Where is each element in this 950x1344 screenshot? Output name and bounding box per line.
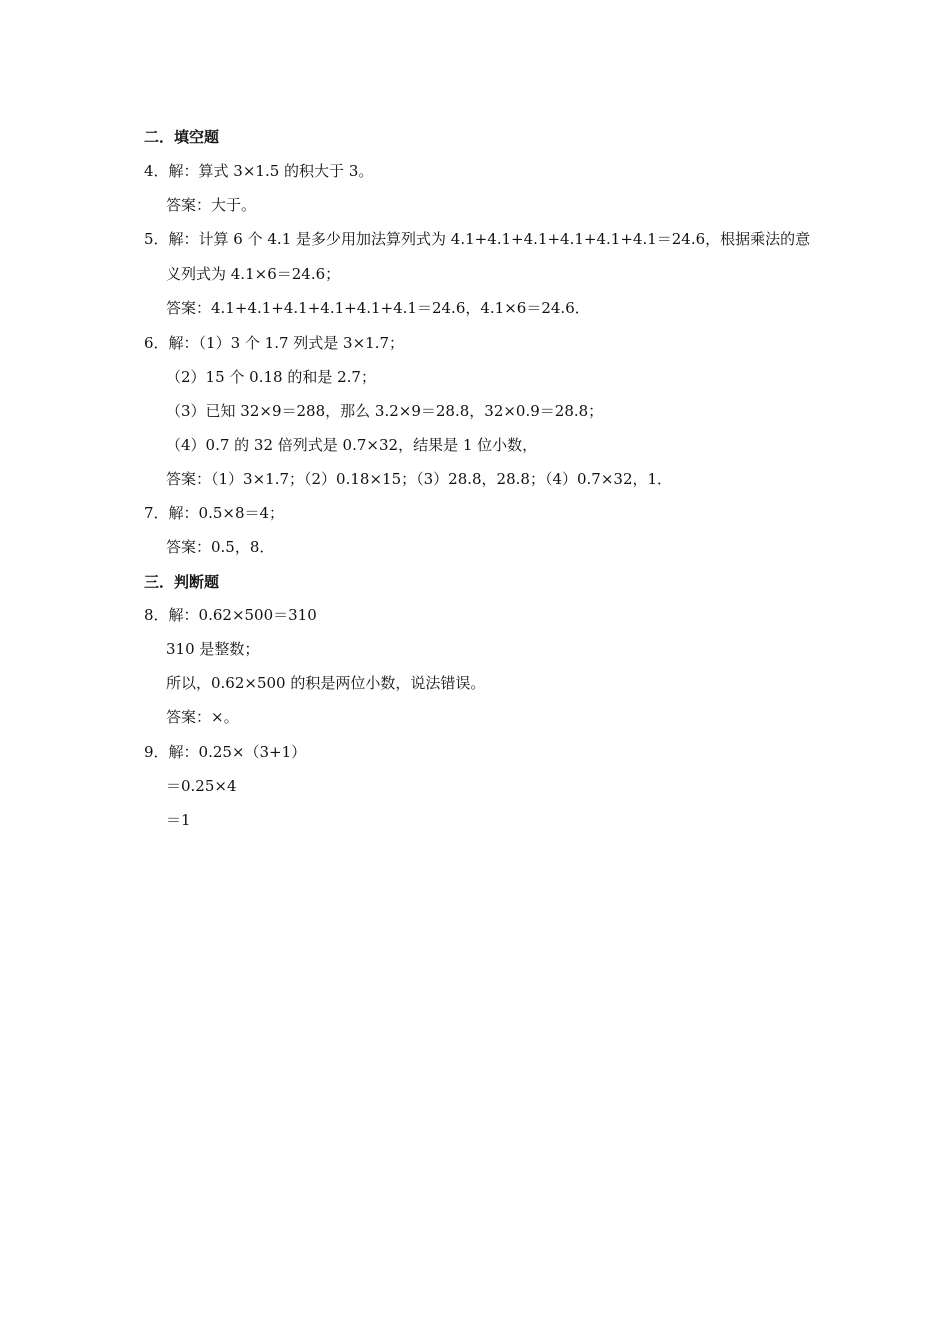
q5-solution-line1: 5．解：计算 6 个 4.1 是多少用加法算列式为 4.1+4.1+4.1+4.1+4.1+4.1＝24.6，根据乘法的意 bbox=[144, 230, 811, 248]
q8-step2: 所以，0.62×500 的积是两位小数，说法错误。 bbox=[166, 674, 486, 692]
q6-part3: （3）已知 32×9＝288，那么 3.2×9＝28.8，32×0.9＝28.8； bbox=[166, 402, 604, 420]
q6-part2: （2）15 个 0.18 的和是 2.7； bbox=[166, 368, 376, 386]
q7-solution: 7．解：0.5×8＝4； bbox=[144, 504, 285, 522]
q8-step1: 310 是整数； bbox=[166, 640, 260, 658]
q6-solution: 6．解：（1）3 个 1.7 列式是 3×1.7； bbox=[144, 334, 405, 352]
q8-solution: 8．解：0.62×500＝310 bbox=[144, 606, 317, 624]
q9-solution: 9．解：0.25×（3+1） bbox=[144, 743, 307, 761]
q5-solution-line2: 义列式为 4.1×6＝24.6； bbox=[166, 265, 341, 283]
section-heading-fill-blank: 二．填空题 bbox=[144, 128, 220, 146]
section-heading-judge: 三．判断题 bbox=[144, 573, 220, 591]
q9-step2: ＝1 bbox=[166, 811, 191, 829]
q6-part4: （4）0.7 的 32 倍列式是 0.7×32，结果是 1 位小数， bbox=[166, 436, 538, 454]
q5-answer: 答案：4.1+4.1+4.1+4.1+4.1+4.1＝24.6，4.1×6＝24.6． bbox=[166, 299, 590, 317]
q6-answer: 答案：（1）3×1.7；（2）0.18×15；（3）28.8，28.8；（4）0.7×32，1． bbox=[166, 470, 673, 488]
q9-step1: ＝0.25×4 bbox=[166, 777, 237, 795]
q7-answer: 答案：0.5，8． bbox=[166, 538, 275, 556]
q4-solution: 4．解：算式 3×1.5 的积大于 3。 bbox=[144, 162, 374, 180]
q4-answer: 答案：大于。 bbox=[166, 196, 257, 214]
q8-answer: 答案：×。 bbox=[166, 708, 239, 726]
